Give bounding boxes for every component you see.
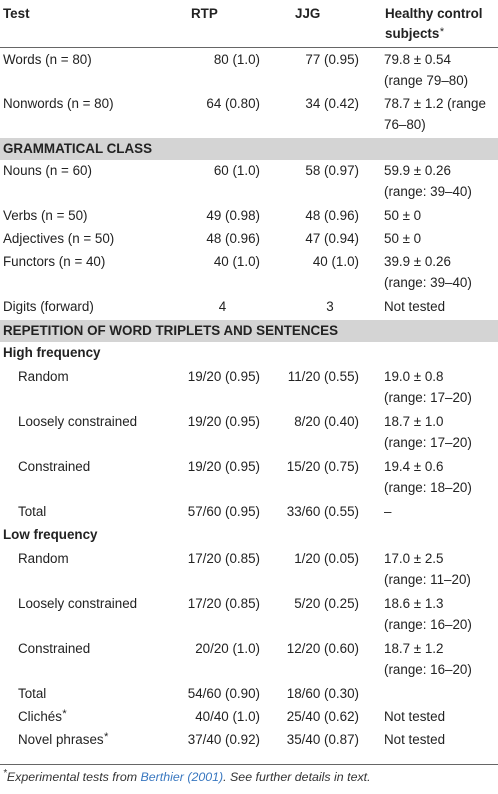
row-jjg: 11/20 (0.55)	[287, 369, 359, 384]
row-test: Loosely constrained	[18, 596, 138, 611]
row-jjg: 40 (1.0)	[312, 254, 359, 269]
row-jjg: 3	[326, 299, 334, 314]
row-hc-range: (range: 16–20)	[384, 617, 472, 632]
row-rtp: 19/20 (0.95)	[187, 369, 260, 384]
row-jjg: 34 (0.42)	[305, 96, 359, 111]
row-hc: 50 ± 0	[384, 231, 422, 246]
table-row	[0, 296, 498, 320]
row-rtp: 40/40 (1.0)	[195, 709, 260, 724]
subsection-low-frequency	[0, 524, 498, 548]
table-row	[0, 48, 498, 93]
row-test: Constrained	[18, 641, 91, 656]
table-row	[0, 683, 498, 706]
row-hc: 39.9 ± 0.26	[384, 254, 451, 269]
header-rtp: RTP	[191, 6, 218, 21]
row-test-mark: *	[61, 708, 67, 720]
row-hc-range: (range: 17–20)	[384, 390, 472, 405]
header-jjg: JJG	[295, 6, 321, 21]
row-jjg: 33/60 (0.55)	[286, 504, 359, 519]
row-test: Constrained	[18, 459, 91, 474]
table-row	[0, 366, 498, 411]
row-rtp: 4	[218, 299, 227, 314]
footnote-citation-link[interactable]: Berthier (2001)	[140, 770, 224, 784]
subsection-title: High frequency	[3, 345, 101, 360]
row-rtp: 20/20 (1.0)	[195, 641, 260, 656]
row-rtp: 64 (0.80)	[206, 96, 260, 111]
header-row	[0, 0, 498, 48]
table-row	[0, 548, 498, 593]
row-hc: Not tested	[384, 732, 446, 747]
row-test: Digits (forward)	[3, 299, 94, 314]
table-row	[0, 593, 498, 638]
row-test: Total	[18, 686, 47, 701]
row-test-mark: *	[103, 731, 108, 743]
header-hc-mark: *	[439, 26, 444, 38]
row-hc: –	[384, 504, 392, 519]
header-hc-line2: subjects	[385, 26, 440, 41]
row-hc: 50 ± 0	[384, 208, 422, 223]
row-test: Adjectives (n = 50)	[3, 231, 115, 246]
row-hc: Not tested	[384, 299, 446, 314]
row-jjg: 77 (0.95)	[305, 52, 359, 67]
row-hc-range: (range: 39–40)	[384, 275, 472, 290]
row-rtp: 60 (1.0)	[213, 163, 260, 178]
row-test: Random	[18, 551, 69, 566]
table-row	[0, 160, 498, 205]
row-jjg: 47 (0.94)	[305, 231, 359, 246]
row-hc: 18.7 ± 1.0	[384, 414, 444, 429]
header-hc-line1: Healthy control	[385, 6, 483, 21]
footnote-text-pre: Experimental tests from	[6, 770, 141, 784]
row-test: Words (n = 80)	[3, 52, 92, 67]
row-jjg: 5/20 (0.25)	[294, 596, 359, 611]
row-rtp: 37/40 (0.92)	[187, 732, 260, 747]
row-rtp: 19/20 (0.95)	[187, 459, 260, 474]
table-row	[0, 501, 498, 524]
row-jjg: 15/20 (0.75)	[286, 459, 359, 474]
row-hc-range: (range: 11–20)	[384, 572, 471, 587]
row-test: Nouns (n = 60)	[3, 163, 92, 178]
row-rtp: 48 (0.96)	[206, 231, 260, 246]
footnote-mark: *	[3, 768, 7, 779]
row-rtp: 17/20 (0.85)	[187, 551, 260, 566]
row-hc: Not tested	[384, 709, 446, 724]
row-jjg: 18/60 (0.30)	[286, 686, 359, 701]
row-hc	[381, 683, 498, 706]
row-hc-range: (range 79–80)	[384, 73, 469, 88]
row-hc-range: (range: 16–20)	[384, 662, 472, 677]
row-rtp: 57/60 (0.95)	[187, 504, 260, 519]
row-hc: 17.0 ± 2.5	[384, 551, 444, 566]
row-rtp: 19/20 (0.95)	[187, 414, 260, 429]
row-test: Total	[18, 504, 47, 519]
row-test: Clichés	[18, 709, 62, 724]
row-hc: 79.8 ± 0.54	[384, 52, 451, 67]
section-repetition	[0, 320, 498, 342]
row-hc: 18.6 ± 1.3	[384, 596, 444, 611]
header-healthy-control	[381, 0, 498, 48]
row-jjg: 1/20 (0.05)	[294, 551, 359, 566]
row-rtp: 80 (1.0)	[213, 52, 260, 67]
row-jjg: 8/20 (0.40)	[294, 414, 359, 429]
header-test: Test	[3, 6, 30, 21]
table-row	[0, 205, 498, 228]
row-jjg: 58 (0.97)	[305, 163, 359, 178]
row-test: Nonwords (n = 80)	[3, 96, 114, 111]
row-hc: 59.9 ± 0.26	[384, 163, 451, 178]
subsection-title: Low frequency	[3, 527, 98, 542]
row-hc: 18.7 ± 1.2	[384, 641, 444, 656]
row-test: Verbs (n = 50)	[3, 208, 88, 223]
row-jjg: 12/20 (0.60)	[286, 641, 359, 656]
row-hc-range: 76–80)	[384, 117, 426, 132]
row-test: Random	[18, 369, 69, 384]
row-jjg: 35/40 (0.87)	[286, 732, 359, 747]
table-row	[0, 638, 498, 683]
subsection-high-frequency	[0, 342, 498, 366]
row-test: Novel phrases	[18, 732, 104, 747]
table-row	[0, 456, 498, 501]
row-hc: 78.7 ± 1.2 (range	[384, 96, 486, 111]
row-hc-range: (range: 17–20)	[384, 435, 472, 450]
table-row	[0, 93, 498, 138]
row-hc: 19.4 ± 0.6	[384, 459, 444, 474]
row-rtp: 17/20 (0.85)	[187, 596, 260, 611]
section-title: REPETITION OF WORD TRIPLETS AND SENTENCES	[3, 323, 339, 338]
row-rtp: 40 (1.0)	[213, 254, 260, 269]
section-grammatical-class	[0, 138, 498, 160]
table-row	[0, 706, 498, 729]
table-footnote	[0, 764, 498, 784]
table-row	[0, 729, 498, 752]
row-hc: 19.0 ± 0.8	[384, 369, 444, 384]
footnote-text-post: . See further details in text.	[223, 770, 371, 784]
row-hc-range: (range: 39–40)	[384, 184, 472, 199]
row-hc-range: (range: 18–20)	[384, 480, 472, 495]
row-rtp: 54/60 (0.90)	[187, 686, 260, 701]
row-test: Loosely constrained	[18, 414, 138, 429]
row-rtp: 49 (0.98)	[206, 208, 260, 223]
row-jjg: 25/40 (0.62)	[286, 709, 359, 724]
table-row	[0, 228, 498, 251]
section-title: GRAMMATICAL CLASS	[3, 141, 153, 156]
table-row	[0, 251, 498, 296]
row-test: Functors (n = 40)	[3, 254, 106, 269]
row-jjg: 48 (0.96)	[305, 208, 359, 223]
table-row	[0, 411, 498, 456]
